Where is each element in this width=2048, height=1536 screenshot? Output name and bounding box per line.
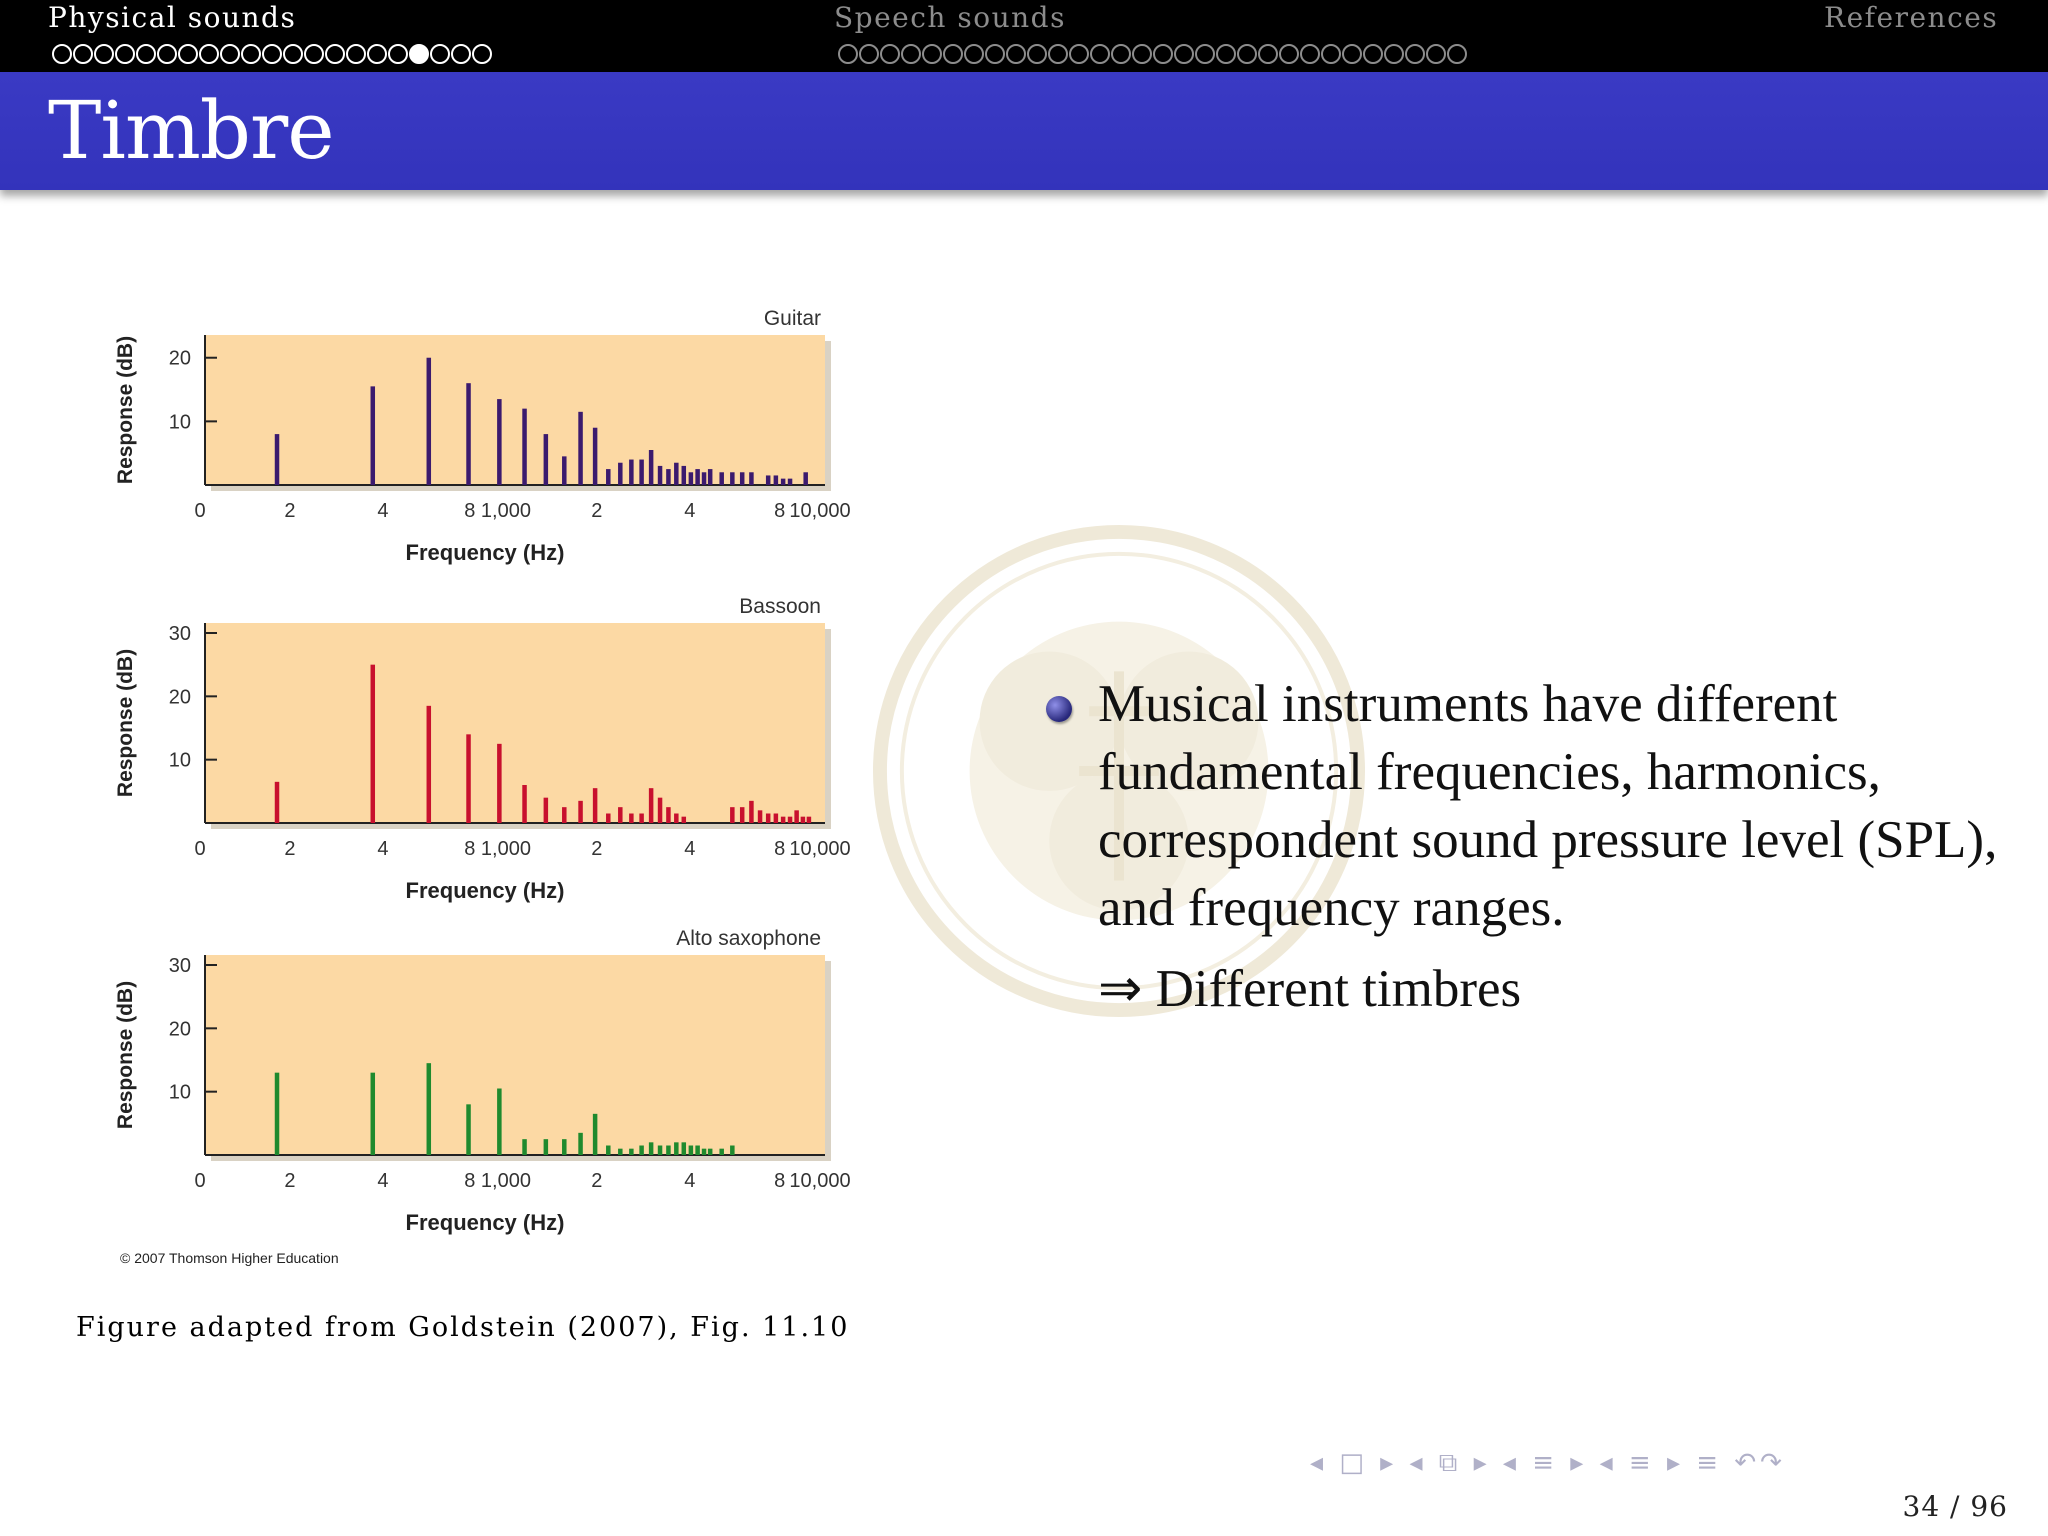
spectrum-bar [702, 1149, 707, 1155]
spectrum-bar [466, 1104, 471, 1155]
spectrum-bar [522, 409, 527, 485]
spectrum-bar [649, 1142, 654, 1155]
nav-dot[interactable] [1363, 44, 1383, 64]
spectrum-bar [788, 479, 793, 485]
spectrum-bar [371, 665, 376, 823]
spectrum-bar [629, 814, 634, 824]
spectrum-bar [666, 469, 671, 485]
nav-dot[interactable] [1279, 44, 1299, 64]
nav-dot[interactable] [304, 44, 324, 64]
nav-dot[interactable] [1090, 44, 1110, 64]
spectrum-bar [774, 814, 779, 824]
y-tick-label: 10 [168, 1081, 191, 1104]
nav-dot[interactable] [262, 44, 282, 64]
spectrum-bar [275, 434, 280, 485]
nav-dot[interactable] [1174, 44, 1194, 64]
y-tick-label: 20 [168, 1018, 191, 1041]
spectrum-bar [497, 744, 502, 823]
implication-text: ⇒ Different timbres [1098, 960, 1522, 1018]
nav-dot[interactable] [985, 44, 1005, 64]
beamer-navigation-symbols[interactable]: ◂ □ ▸ ◂ ⧉ ▸ ◂ ≡ ▸ ◂ ≡ ▸ ≡ ↶↷ [1310, 1448, 1786, 1478]
spectrum-bar [606, 469, 611, 485]
spectrum-bar [639, 1146, 644, 1156]
nav-dot[interactable] [409, 44, 429, 64]
spectrum-bar [427, 358, 432, 485]
spectrum-bar [803, 472, 808, 485]
spectrum-bar [427, 706, 432, 823]
y-tick-label: 20 [168, 347, 191, 370]
spectrum-bar [649, 788, 654, 823]
spectrum-bar [629, 460, 634, 485]
nav-dot[interactable] [94, 44, 114, 64]
nav-dot[interactable] [1447, 44, 1467, 64]
figure-caption: Figure adapted from Goldstein (2007), Fig. 11.10 [76, 1312, 850, 1343]
spectrum-bar [658, 798, 663, 823]
x-tick-label: 4 [684, 838, 696, 860]
x-tick-label: 2 [284, 500, 296, 522]
y-tick-label: 10 [168, 749, 191, 772]
nav-dot[interactable] [943, 44, 963, 64]
spectrum-bar [606, 1146, 611, 1156]
spectrum-bar [749, 801, 754, 823]
figure-spectra [110, 300, 890, 1250]
panel-title: Bassoon [739, 595, 821, 618]
nav-dot[interactable] [1006, 44, 1026, 64]
nav-dot[interactable] [1405, 44, 1425, 64]
plot-area [205, 955, 825, 1155]
nav-dot[interactable] [964, 44, 984, 64]
nav-dot[interactable] [346, 44, 366, 64]
spectrum-bar [689, 1146, 694, 1156]
x-tick-label: 10,000 [789, 838, 851, 860]
spectrum-bar [497, 399, 502, 485]
spectrum-bar [695, 1146, 700, 1156]
page-title: Timbre [48, 84, 334, 177]
nav-dot[interactable] [73, 44, 93, 64]
x-tick-label: 2 [284, 1170, 296, 1192]
nav-dot[interactable] [430, 44, 450, 64]
spectrum-bar [719, 1149, 724, 1155]
spectrum-bar [578, 801, 583, 823]
nav-dot[interactable] [880, 44, 900, 64]
spectrum-bar [807, 817, 812, 823]
nav-dot[interactable] [1237, 44, 1257, 64]
x-tick-label: 0 [194, 500, 206, 522]
spectrum-bar [749, 472, 754, 485]
x-tick-label: 4 [377, 1170, 389, 1192]
spectrum-bar [674, 1142, 679, 1155]
x-tick-label: 10,000 [789, 500, 851, 522]
spectrum-bar [275, 1073, 280, 1155]
spectrum-panel [114, 307, 851, 565]
spectrum-bar [606, 814, 611, 824]
nav-dot[interactable] [451, 44, 471, 64]
x-tick-label: 10,000 [789, 1170, 851, 1192]
nav-dot[interactable] [1426, 44, 1446, 64]
spectrum-bar [649, 450, 654, 485]
spectrum-bar [562, 456, 567, 485]
y-axis-title: Response (dB) [114, 648, 137, 798]
nav-section-physical-sounds[interactable]: Physical sounds [48, 1, 297, 34]
nav-dots-speech-sounds [838, 44, 1467, 64]
plot-area [205, 623, 825, 823]
nav-dot[interactable] [1069, 44, 1089, 64]
spectrum-bar [562, 1139, 567, 1155]
spectrum-bar [682, 817, 687, 823]
page-number: 34 / 96 [1902, 1490, 2008, 1523]
spectrum-bar [639, 460, 644, 485]
nav-section-references[interactable]: References [1824, 1, 1999, 34]
y-axis-title: Response (dB) [114, 980, 137, 1130]
title-bar [0, 72, 2048, 190]
x-tick-label: 2 [591, 838, 603, 860]
spectrum-bar [730, 1146, 735, 1156]
spectrum-bar [766, 814, 771, 824]
nav-dot[interactable] [1300, 44, 1320, 64]
spectrum-panel [114, 927, 851, 1235]
spectrum-bar [593, 428, 598, 485]
nav-dot[interactable] [115, 44, 135, 64]
nav-dot[interactable] [241, 44, 261, 64]
nav-dot[interactable] [388, 44, 408, 64]
spectrum-bar [740, 807, 745, 823]
nav-dot[interactable] [472, 44, 492, 64]
navigation-bar [0, 0, 2048, 72]
spectrum-bar [658, 466, 663, 485]
x-tick-label: 2 [591, 500, 603, 522]
nav-dot[interactable] [1027, 44, 1047, 64]
spectrum-bar [544, 798, 549, 823]
nav-dot[interactable] [157, 44, 177, 64]
spectrum-bar [544, 434, 549, 485]
y-tick-label: 30 [168, 955, 191, 977]
spectrum-bar [794, 810, 799, 823]
x-tick-label: 4 [377, 500, 389, 522]
nav-dot[interactable] [1258, 44, 1278, 64]
nav-dot[interactable] [220, 44, 240, 64]
spectrum-bar [618, 807, 623, 823]
spectrum-panel [114, 595, 851, 903]
spectrum-bar [788, 817, 793, 823]
nav-dot[interactable] [922, 44, 942, 64]
nav-dot[interactable] [1321, 44, 1341, 64]
nav-dots-physical-sounds [52, 44, 492, 64]
bullet-icon [1046, 696, 1072, 722]
spectrum-bar [275, 782, 280, 823]
x-tick-label: 4 [684, 1170, 696, 1192]
spectrum-bar [466, 383, 471, 485]
spectrum-bar [578, 412, 583, 485]
x-tick-label: 8 1,000 [464, 838, 531, 860]
spectrum-bar [674, 814, 679, 824]
nav-dot[interactable] [1153, 44, 1173, 64]
nav-dot[interactable] [52, 44, 72, 64]
y-tick-label: 30 [168, 623, 191, 645]
x-tick-label: 8 1,000 [464, 1170, 531, 1192]
spectrum-bar [708, 469, 713, 485]
x-tick-label: 8 1,000 [464, 500, 531, 522]
spectrum-bar [578, 1133, 583, 1155]
spectrum-bar [781, 479, 786, 485]
spectrum-bar [466, 734, 471, 823]
spectrum-bar [758, 810, 763, 823]
panel-title: Guitar [763, 307, 821, 330]
nav-dot[interactable] [178, 44, 198, 64]
x-tick-label: 8 [774, 500, 786, 522]
y-tick-label: 20 [168, 686, 191, 709]
spectrum-bar [730, 472, 735, 485]
spectrum-bar [593, 1114, 598, 1155]
x-tick-label: 2 [591, 1170, 603, 1192]
spectrum-bar [781, 817, 786, 823]
x-tick-label: 8 [774, 838, 786, 860]
panel-title: Alto saxophone [676, 927, 821, 950]
spectrum-bar [593, 788, 598, 823]
nav-dot[interactable] [1384, 44, 1404, 64]
spectrum-bar [708, 1149, 713, 1155]
spectrum-bar [371, 1073, 376, 1155]
spectrum-bar [674, 463, 679, 485]
nav-dot[interactable] [901, 44, 921, 64]
spectrum-bar [689, 472, 694, 485]
x-tick-label: 4 [377, 838, 389, 860]
spectrum-bar [695, 469, 700, 485]
spectrum-bar [682, 466, 687, 485]
nav-dot[interactable] [325, 44, 345, 64]
spectrum-bar [774, 475, 779, 485]
spectrum-bar [522, 1139, 527, 1155]
x-axis-title: Frequency (Hz) [405, 540, 565, 565]
x-tick-label: 0 [194, 1170, 206, 1192]
x-tick-label: 2 [284, 838, 296, 860]
spectrum-bar [666, 807, 671, 823]
spectrum-bar [629, 1149, 634, 1155]
nav-dot[interactable] [1048, 44, 1068, 64]
nav-dot[interactable] [136, 44, 156, 64]
spectrum-bar [730, 807, 735, 823]
x-tick-label: 4 [684, 500, 696, 522]
nav-dot[interactable] [1342, 44, 1362, 64]
nav-dot[interactable] [1111, 44, 1131, 64]
spectrum-bar [719, 472, 724, 485]
figure-copyright: © 2007 Thomson Higher Education [120, 1250, 339, 1266]
spectrum-bar [682, 1142, 687, 1155]
spectrum-bar [740, 472, 745, 485]
plot-area [205, 335, 825, 485]
spectrum-bar [702, 472, 707, 485]
spectrum-bar [618, 463, 623, 485]
nav-dot[interactable] [1216, 44, 1236, 64]
nav-section-speech-sounds[interactable]: Speech sounds [834, 1, 1066, 34]
bullet-text: Musical instruments have different fundamental frequencies, harmonics, correspondent sound pressure level (SPL), and frequency ranges. [1098, 675, 1998, 937]
spectrum-bar [801, 817, 806, 823]
spectrum-bar [497, 1089, 502, 1156]
spectrum-bar [562, 807, 567, 823]
x-tick-label: 8 [774, 1170, 786, 1192]
y-tick-label: 10 [168, 411, 191, 434]
nav-dot[interactable] [199, 44, 219, 64]
spectrum-bar [766, 475, 771, 485]
nav-dot[interactable] [1195, 44, 1215, 64]
y-axis-title: Response (dB) [114, 335, 137, 485]
spectrum-bar [639, 814, 644, 824]
x-axis-title: Frequency (Hz) [405, 1210, 565, 1235]
spectrum-bar [658, 1146, 663, 1156]
spectrum-bar [371, 386, 376, 485]
nav-dot[interactable] [1132, 44, 1152, 64]
x-tick-label: 0 [194, 838, 206, 860]
x-axis-title: Frequency (Hz) [405, 878, 565, 903]
nav-dot[interactable] [283, 44, 303, 64]
nav-dot[interactable] [838, 44, 858, 64]
spectrum-bar [618, 1149, 623, 1155]
nav-dot[interactable] [859, 44, 879, 64]
nav-dot[interactable] [367, 44, 387, 64]
spectrum-bar [544, 1139, 549, 1155]
spectrum-bar [522, 785, 527, 823]
spectrum-bar [427, 1063, 432, 1155]
spectrum-bar [666, 1146, 671, 1156]
